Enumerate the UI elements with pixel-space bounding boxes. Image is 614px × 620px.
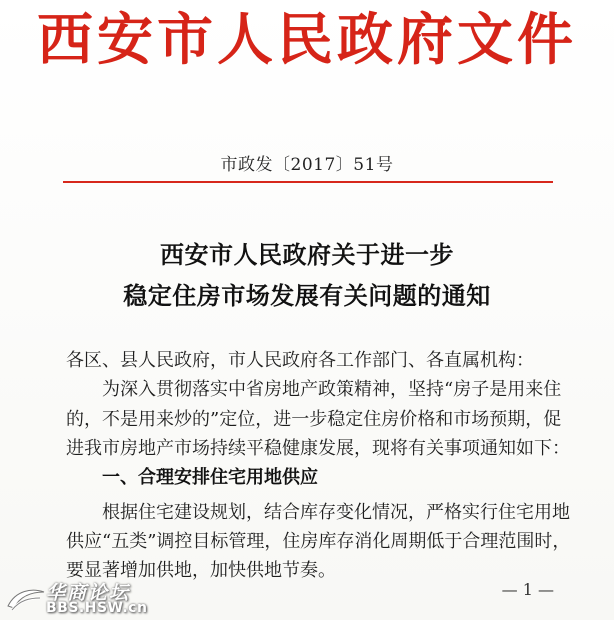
- document-number: 市政发〔2017〕51号: [220, 155, 394, 175]
- watermark-url: BBS.HSW.cn: [46, 600, 148, 616]
- red-divider-line: [63, 181, 553, 183]
- document-title-line-1: 西安市人民政府关于进一步: [160, 240, 454, 269]
- section-1-line-1: 根据住宅建设规划，结合库存变化情况，严格实行住宅用地: [102, 502, 570, 523]
- page-number: — 1 —: [501, 580, 554, 599]
- document-title-line-2: 稳定住房市场发展有关问题的通知: [123, 281, 491, 310]
- forum-watermark: [6, 578, 156, 618]
- government-document-header: 西安市人民政府文件: [37, 7, 577, 73]
- section-1-line-3: 要显著增加供地，加快供地节奏。: [66, 560, 336, 581]
- intro-paragraph-line-2: 的，不是用来炒的”定位，进一步稳定住房价格和市场预期，促: [66, 409, 562, 430]
- addressee-line: 各区、县人民政府，市人民政府各工作部门、各直属机构：: [66, 350, 534, 371]
- intro-paragraph-line-1: 为深入贯彻落实中省房地产政策精神，坚持“房子是用来住: [102, 379, 562, 400]
- watermark-name: 华商论坛: [46, 582, 131, 604]
- section-1-line-2: 供应“五类”调控目标管理，住房库存消化周期低于合理范围时，: [66, 531, 571, 552]
- intro-paragraph-line-3: 进我市房地产市场持续平稳健康发展，现将有关事项通知如下：: [66, 438, 570, 459]
- section-1-heading: 一、合理安排住宅用地供应: [102, 467, 318, 488]
- swoosh-logo-icon: [6, 586, 46, 614]
